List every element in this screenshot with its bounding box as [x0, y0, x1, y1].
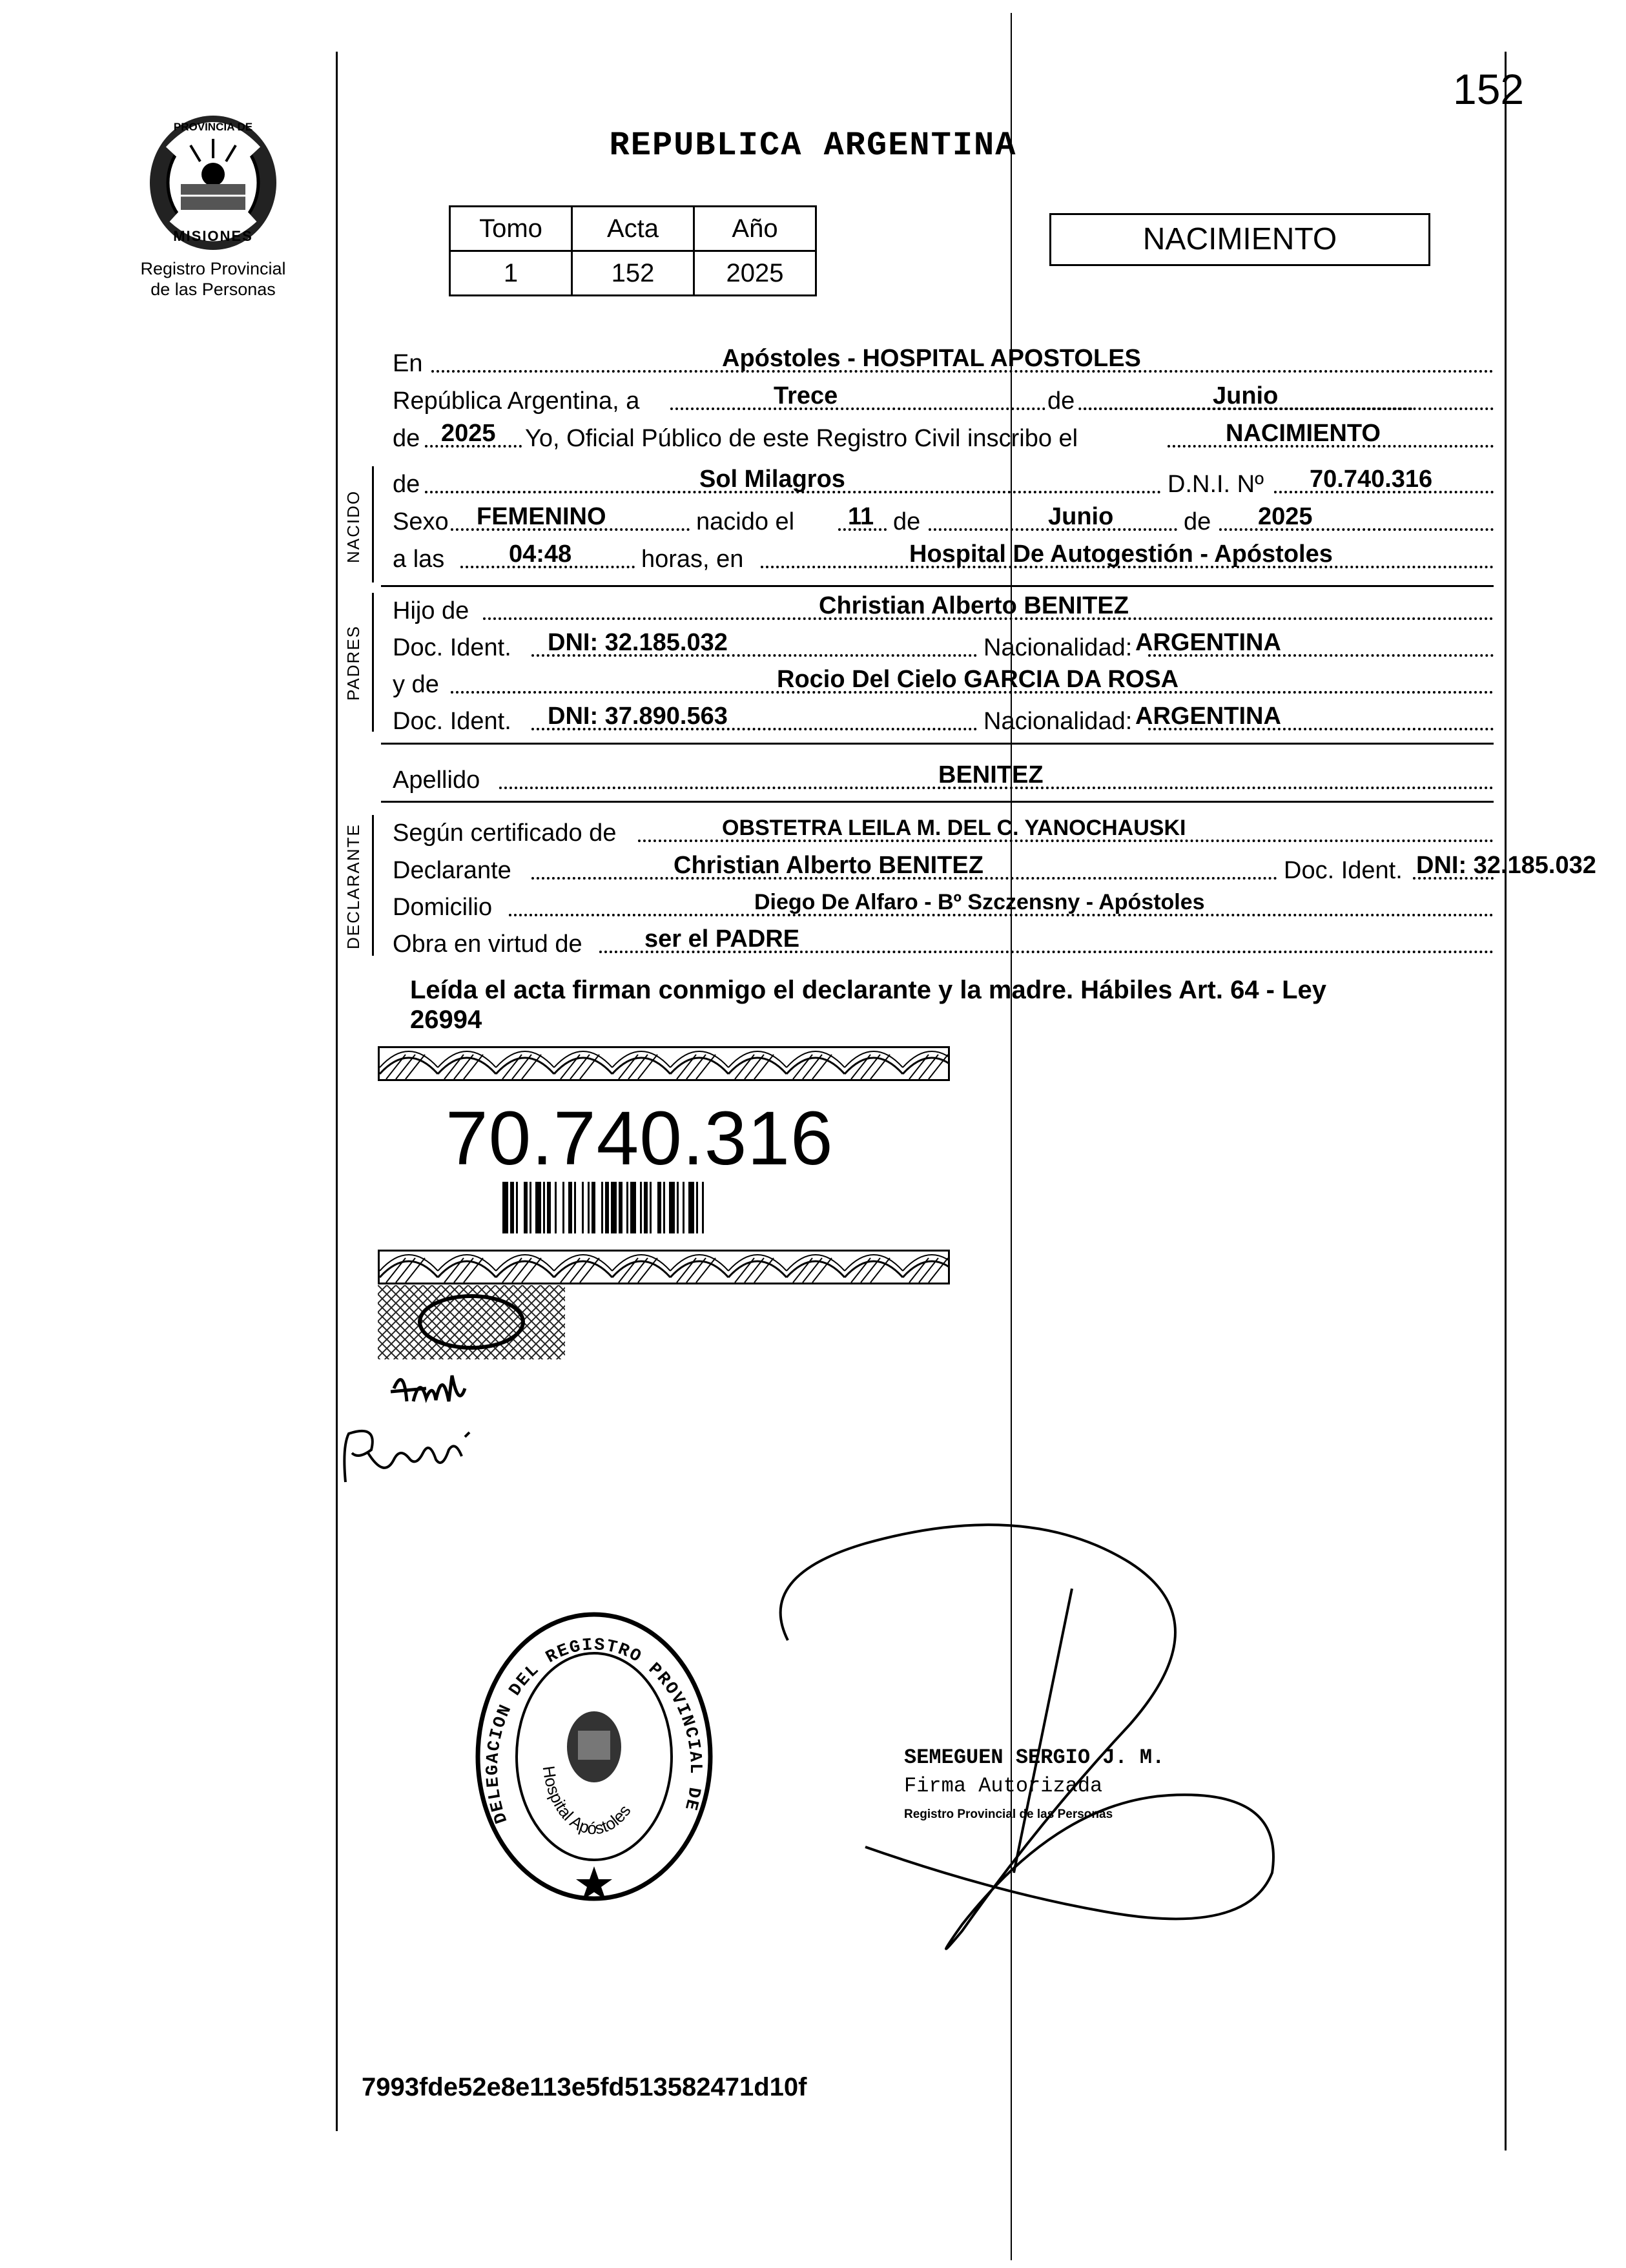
declarante-bar — [372, 815, 374, 956]
padres-bar — [372, 593, 374, 732]
barcode-bar — [702, 1182, 704, 1233]
value-obra: ser el PADRE — [644, 925, 800, 953]
officer-title: Firma Autorizada — [904, 1774, 1103, 1798]
barcode — [502, 1182, 812, 1233]
registry-caption-line1: Registro Provincial — [140, 259, 286, 278]
label-de: de — [1045, 383, 1077, 419]
logo-text-top: PROVINCIA DE — [173, 121, 253, 133]
label-apellido: Apellido — [393, 767, 480, 794]
row-apellido — [393, 762, 1494, 798]
row-hijo-de — [393, 593, 1494, 629]
value-mother-nationality: ARGENTINA — [1135, 703, 1281, 730]
label-certificado: Según certificado de — [393, 820, 617, 847]
section-divider — [381, 801, 1494, 803]
value-mother-doc: DNI: 37.890.563 — [548, 703, 728, 730]
value-place: Apóstoles - HOSPITAL APOSTOLES — [722, 345, 1141, 372]
seal-outer-text: DELEGACION DEL REGISTRO PROVINCIAL DE — [483, 1636, 705, 1826]
barcode-bar — [555, 1182, 557, 1233]
barcode-bar — [663, 1182, 665, 1233]
label-obra: Obra en virtud de — [393, 931, 582, 958]
row-en — [393, 345, 1494, 382]
page-number: 152 — [1453, 65, 1525, 113]
barcode-bar — [611, 1182, 617, 1233]
act-type-box: NACIMIENTO — [1049, 213, 1430, 266]
barcode-bar — [626, 1182, 628, 1233]
label-horas-en: horas, en — [641, 546, 744, 573]
dotted-line — [1084, 407, 1494, 410]
closing-line1: Leída el acta firman conmigo el declarante y la madre. Hábiles Art. 64 - Ley — [410, 976, 1327, 1004]
label-doc-ident: Doc. Ident. — [1284, 857, 1403, 884]
label-hijo-de: Hijo de — [393, 597, 469, 624]
closing-line2: 26994 — [410, 1005, 482, 1034]
value-time: 04:48 — [509, 541, 572, 568]
barcode-bar — [657, 1182, 661, 1233]
barcode-bar — [592, 1182, 595, 1233]
value-mother-name: Rocio Del Cielo GARCIA DA ROSA — [777, 666, 1179, 693]
label-y-de: y de — [393, 671, 439, 698]
row-domicilio — [393, 889, 1494, 925]
label-nacionalidad: Nacionalidad: — [983, 708, 1133, 735]
left-margin-line — [336, 52, 338, 2131]
value-certificado: OBSTETRA LEILA M. DEL C. YANOCHAUSKI — [722, 816, 1186, 840]
value-declarante: Christian Alberto BENITEZ — [674, 852, 983, 879]
label-doc-ident: Doc. Ident. — [393, 634, 511, 661]
nacido-label: NACIDO — [344, 490, 363, 563]
barcode-bar — [683, 1182, 684, 1233]
barcode-bar — [688, 1182, 694, 1233]
statement-text: Yo, Oficial Público de este Registro Civil inscribo el — [525, 425, 1078, 452]
value-sexo: FEMENINO — [477, 503, 606, 530]
row-mother-doc — [393, 703, 1494, 739]
value-year: 2025 — [441, 420, 496, 447]
section-divider — [381, 585, 1494, 587]
right-margin-line — [1505, 52, 1507, 2150]
label-dni: D.N.I. Nº — [1168, 471, 1264, 498]
guilloche-pattern — [378, 1285, 565, 1359]
label-domicilio: Domicilio — [393, 894, 493, 921]
row-certificado — [393, 815, 1494, 851]
row-y-de — [393, 666, 1494, 703]
row-declarante — [393, 852, 1596, 889]
barcode-bar — [530, 1182, 531, 1233]
barcode-bar — [605, 1182, 609, 1233]
row-year-statement — [393, 420, 1494, 457]
value-domicilio: Diego De Alfaro - Bº Szczensny - Apóstoles — [754, 890, 1205, 914]
row-nacido-name — [393, 466, 1494, 502]
barcode-bar — [644, 1182, 648, 1233]
officer-institution: Registro Provincial de las Personas — [904, 1808, 1113, 1821]
dni-large-number: 70.740.316 — [446, 1096, 834, 1181]
barcode-bar — [650, 1182, 652, 1233]
label-sexo: Sexo — [393, 508, 449, 535]
value-birth-month: Junio — [1048, 503, 1114, 530]
value-birth-day: 11 — [848, 503, 874, 530]
official-seal — [471, 1608, 717, 1905]
header-acta: Acta — [572, 207, 694, 251]
barcode-bar — [502, 1182, 508, 1233]
barcode-bar — [582, 1182, 584, 1233]
barcode-bar — [574, 1182, 576, 1233]
header-ano: Año — [694, 207, 816, 251]
security-stripe-top — [378, 1046, 950, 1081]
row-obra — [393, 926, 1494, 962]
value-declarante-doc: DNI: 32.185.032 — [1416, 852, 1596, 879]
label-de: de — [393, 471, 420, 498]
value-apellido: BENITEZ — [938, 761, 1044, 789]
barcode-bar — [535, 1182, 541, 1233]
value-father-name: Christian Alberto BENITEZ — [819, 592, 1129, 619]
barcode-bar — [543, 1182, 545, 1233]
barcode-bar — [669, 1182, 675, 1233]
security-stripe-bottom — [378, 1250, 950, 1284]
value-child-dni: 70.740.316 — [1310, 466, 1433, 493]
barcode-bar — [640, 1182, 642, 1233]
row-time-place — [393, 541, 1494, 577]
barcode-bar — [588, 1182, 590, 1233]
value-father-doc: DNI: 32.185.032 — [548, 629, 728, 656]
value-child-name: Sol Milagros — [699, 466, 845, 493]
barcode-bar — [568, 1182, 572, 1233]
barcode-bar — [619, 1182, 623, 1233]
closing-text — [410, 975, 1508, 1035]
value-acta: 152 — [572, 251, 694, 296]
barcode-bar — [547, 1182, 551, 1233]
barcode-bar — [630, 1182, 636, 1233]
label-en: En — [393, 350, 423, 377]
value-birth-year: 2025 — [1258, 503, 1313, 530]
barcode-bar — [524, 1182, 528, 1233]
seal-inner-text: Hospital Apóstoles — [539, 1764, 635, 1839]
country-title: REPUBLICA ARGENTINA — [609, 127, 1017, 165]
value-father-nationality: ARGENTINA — [1135, 629, 1281, 656]
barcode-bar — [510, 1182, 514, 1233]
barcode-bar — [601, 1182, 603, 1233]
label-nacido-el: nacido el — [696, 508, 795, 535]
value-ano: 2025 — [694, 251, 816, 296]
value-birth-place: Hospital De Autogestión - Apóstoles — [909, 541, 1333, 568]
declarant-signature — [387, 1363, 491, 1421]
record-table — [449, 205, 817, 296]
row-father-doc — [393, 630, 1494, 666]
registry-caption-line2: de las Personas — [150, 280, 276, 299]
label-de-3: de — [1184, 508, 1211, 535]
label-de-2: de — [893, 508, 921, 535]
value-inscription-type: NACIMIENTO — [1226, 420, 1381, 447]
value-tomo: 1 — [450, 251, 572, 296]
document-hash: 7993fde52e8e113e5fd513582471d10f — [362, 2073, 807, 2101]
section-divider — [381, 743, 1494, 745]
row-republica — [393, 383, 1494, 419]
label-a-las: a las — [393, 546, 445, 573]
label-nacionalidad: Nacionalidad: — [983, 634, 1133, 661]
officer-stamp — [904, 1744, 1164, 1829]
label-year-prefix: de — [393, 425, 420, 452]
header-tomo: Tomo — [450, 207, 572, 251]
registry-caption — [123, 258, 304, 300]
logo-text-bottom: MISIONES — [173, 228, 253, 244]
label-doc-ident: Doc. Ident. — [393, 708, 511, 735]
barcode-bar — [516, 1182, 518, 1233]
row-sexo — [393, 504, 1494, 540]
officer-name: SEMEGUEN SERGIO J. M. — [904, 1746, 1165, 1769]
barcode-bar — [562, 1182, 564, 1233]
nacido-bar — [372, 466, 374, 582]
value-day-word: Trece — [774, 382, 838, 409]
value-month: Junio — [1213, 382, 1279, 409]
label-declarante: Declarante — [393, 857, 511, 884]
padres-label: PADRES — [344, 625, 363, 701]
barcode-bar — [696, 1182, 698, 1233]
declarante-label: DECLARANTE — [344, 823, 363, 949]
label-republica: República Argentina, a — [393, 387, 640, 415]
barcode-bar — [677, 1182, 679, 1233]
mother-signature — [333, 1421, 481, 1492]
